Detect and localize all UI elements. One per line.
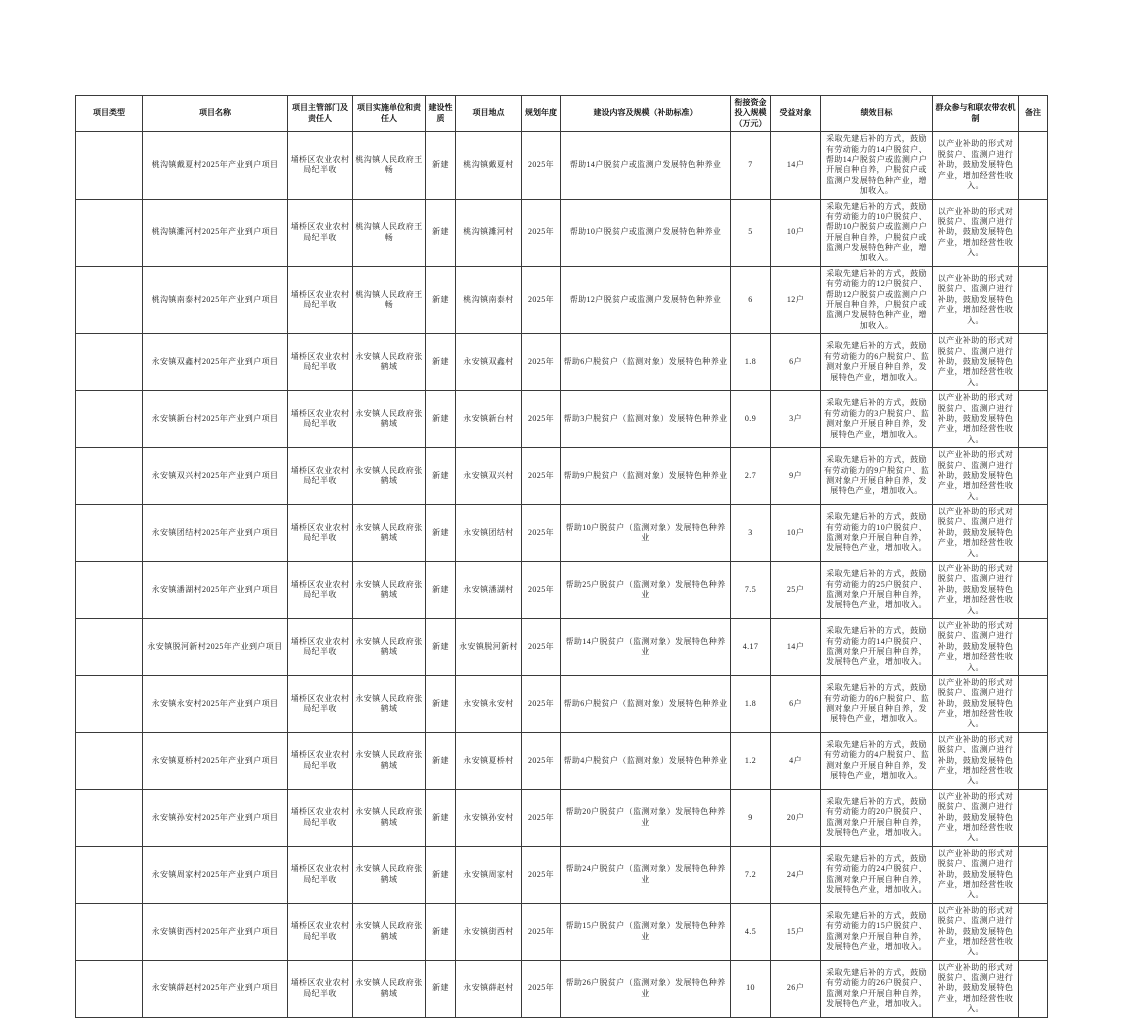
- table-cell: 永安镇新台村2025年产业到户项目: [143, 391, 288, 448]
- table-cell: 桃沟镇戴夏村2025年产业到户项目: [143, 132, 288, 199]
- table-cell: 采取先建后补的方式，鼓励有劳动能力的6户脱贫户、监测对象户开展自种自养，发展特色产业，增加收入。: [821, 675, 933, 732]
- column-header: 项目名称: [143, 96, 288, 132]
- table-cell: 永安镇双兴村2025年产业到户项目: [143, 448, 288, 505]
- table-cell: 永安镇人民政府张鹤域: [353, 391, 426, 448]
- table-cell: 2025年: [522, 505, 561, 562]
- table-cell: 埇桥区农业农村局纪半收: [288, 391, 353, 448]
- table-row: [76, 132, 1048, 199]
- table-cell: 帮助12户脱贫户或监测户发展特色种养业: [561, 266, 731, 333]
- table-cell: [1019, 391, 1048, 448]
- table-cell: 2025年: [522, 448, 561, 505]
- table-cell: 以产业补助的形式对脱贫户、监测户进行补助，鼓励发展特色产业，增加经营性收入。: [933, 448, 1019, 505]
- table-cell: 永安镇脱河新村2025年产业到户项目: [143, 618, 288, 675]
- table-row: [76, 732, 1048, 789]
- table-cell: 桃沟镇戴夏村: [456, 132, 522, 199]
- table-cell: [1019, 562, 1048, 619]
- table-cell: 埇桥区农业农村局纪半收: [288, 675, 353, 732]
- table-cell: 新建: [426, 266, 456, 333]
- table-cell: [76, 675, 143, 732]
- table-cell: 桃沟镇人民政府王畅: [353, 199, 426, 266]
- table-cell: 3: [731, 505, 771, 562]
- table-cell: 以产业补助的形式对脱贫户、监测户进行补助，鼓励发展特色产业，增加经营性收入。: [933, 789, 1019, 846]
- column-header: 规划年度: [522, 96, 561, 132]
- table-cell: 4.5: [731, 903, 771, 960]
- column-header: 项目类型: [76, 96, 143, 132]
- table-cell: [1019, 675, 1048, 732]
- table-cell: [1019, 732, 1048, 789]
- table-cell: 以产业补助的形式对脱贫户、监测户进行补助，鼓励发展特色产业，增加经营性收入。: [933, 618, 1019, 675]
- table-cell: 4.17: [731, 618, 771, 675]
- table-cell: 2025年: [522, 846, 561, 903]
- table-cell: [76, 903, 143, 960]
- table-cell: 桃沟镇人民政府王畅: [353, 266, 426, 333]
- table-cell: 永安镇双鑫村: [456, 334, 522, 391]
- table-cell: 采取先建后补的方式，鼓励有劳动能力的10户脱贫户、帮助10户脱贫户或监测户户开展自种自养，户脱贫户或监测户发展特色种产业，增加收入。: [821, 199, 933, 266]
- table-cell: [1019, 266, 1048, 333]
- column-header: 项目地点: [456, 96, 522, 132]
- table-cell: 新建: [426, 562, 456, 619]
- table-cell: 帮助24户脱贫户（监测对象）发展特色种养业: [561, 846, 731, 903]
- table-cell: 永安镇孙安村2025年产业到户项目: [143, 789, 288, 846]
- table-cell: 永安镇双兴村: [456, 448, 522, 505]
- table-cell: 桃沟镇濉河村: [456, 199, 522, 266]
- table-cell: 新建: [426, 199, 456, 266]
- table-cell: 以产业补助的形式对脱贫户、监测户进行补助，鼓励发展特色产业，增加经营性收入。: [933, 846, 1019, 903]
- table-cell: [76, 334, 143, 391]
- table-cell: 6户: [771, 334, 821, 391]
- table-cell: 帮助10户脱贫户（监测对象）发展特色种养业: [561, 505, 731, 562]
- table-cell: 以产业补助的形式对脱贫户、监测户进行补助，鼓励发展特色产业，增加经营性收入。: [933, 266, 1019, 333]
- table-cell: 帮助6户脱贫户（监测对象）发展特色种养业: [561, 675, 731, 732]
- table-row: [76, 391, 1048, 448]
- table-cell: 帮助15户脱贫户（监测对象）发展特色种养业: [561, 903, 731, 960]
- table-row: [76, 334, 1048, 391]
- table-cell: 15户: [771, 903, 821, 960]
- table-cell: 采取先建后补的方式，鼓励有劳动能力的10户脱贫户、监测对象户开展自种自养，发展特色产业，增加收入。: [821, 505, 933, 562]
- table-cell: 埇桥区农业农村局纪半收: [288, 199, 353, 266]
- table-cell: 新建: [426, 903, 456, 960]
- table-row: [76, 505, 1048, 562]
- table-cell: 采取先建后补的方式，鼓励有劳动能力的24户脱贫户、监测对象户开展自种自养，发展特色产业，增加收入。: [821, 846, 933, 903]
- table-cell: 永安镇人民政府张鹤域: [353, 675, 426, 732]
- table-cell: 永安镇人民政府张鹤域: [353, 618, 426, 675]
- table-cell: [76, 266, 143, 333]
- table-row: [76, 846, 1048, 903]
- table-cell: 采取先建后补的方式，鼓励有劳动能力的15户脱贫户、监测对象户开展自种自养，发展特色产业，增加收入。: [821, 903, 933, 960]
- table-cell: 14户: [771, 132, 821, 199]
- table-cell: 永安镇夏桥村2025年产业到户项目: [143, 732, 288, 789]
- table-cell: 永安镇人民政府张鹤域: [353, 334, 426, 391]
- table-cell: 桃沟镇南泰村2025年产业到户项目: [143, 266, 288, 333]
- table-cell: 桃沟镇人民政府王畅: [353, 132, 426, 199]
- project-table: [75, 95, 1048, 1018]
- table-cell: [1019, 618, 1048, 675]
- column-header: 备注: [1019, 96, 1048, 132]
- header-row: [76, 96, 1048, 132]
- table-cell: 新建: [426, 846, 456, 903]
- table-cell: 3户: [771, 391, 821, 448]
- table-cell: 新建: [426, 732, 456, 789]
- table-cell: 25户: [771, 562, 821, 619]
- table-cell: [1019, 199, 1048, 266]
- table-cell: 埇桥区农业农村局纪半收: [288, 266, 353, 333]
- table-body: [76, 132, 1048, 1017]
- table-cell: 以产业补助的形式对脱贫户、监测户进行补助，鼓励发展特色产业，增加经营性收入。: [933, 675, 1019, 732]
- table-cell: [76, 562, 143, 619]
- table-cell: 20户: [771, 789, 821, 846]
- table-cell: [76, 846, 143, 903]
- table-cell: 埇桥区农业农村局纪半收: [288, 334, 353, 391]
- table-cell: [1019, 960, 1048, 1017]
- table-cell: 永安镇夏桥村: [456, 732, 522, 789]
- table-row: [76, 789, 1048, 846]
- table-cell: 永安镇薛赵村: [456, 960, 522, 1017]
- table-cell: 14户: [771, 618, 821, 675]
- table-cell: [76, 199, 143, 266]
- table-cell: 帮助10户脱贫户或监测户发展特色种养业: [561, 199, 731, 266]
- table-cell: 帮助4户脱贫户（监测对象）发展特色种养业: [561, 732, 731, 789]
- table-cell: 新建: [426, 505, 456, 562]
- table-cell: 2025年: [522, 732, 561, 789]
- table-cell: 帮助14户脱贫户（监测对象）发展特色种养业: [561, 618, 731, 675]
- table-cell: 帮助26户脱贫户（监测对象）发展特色种养业: [561, 960, 731, 1017]
- table-cell: 2025年: [522, 199, 561, 266]
- table-cell: 永安镇人民政府张鹤域: [353, 789, 426, 846]
- table-cell: 以产业补助的形式对脱贫户、监测户进行补助，鼓励发展特色产业，增加经营性收入。: [933, 505, 1019, 562]
- table-cell: 永安镇人民政府张鹤域: [353, 903, 426, 960]
- table-cell: 7: [731, 132, 771, 199]
- table-cell: 7.2: [731, 846, 771, 903]
- table-cell: 5: [731, 199, 771, 266]
- table-cell: 6: [731, 266, 771, 333]
- column-header: 建设性质: [426, 96, 456, 132]
- table-cell: 埇桥区农业农村局纪半收: [288, 789, 353, 846]
- table-cell: 永安镇永安村: [456, 675, 522, 732]
- table-cell: 采取先建后补的方式，鼓励有劳动能力的26户脱贫户、监测对象户开展自种自养，发展特色产业，增加收入。: [821, 960, 933, 1017]
- table-cell: 帮助20户脱贫户（监测对象）发展特色种养业: [561, 789, 731, 846]
- column-header: 受益对象: [771, 96, 821, 132]
- table-header: [76, 96, 1048, 132]
- column-header: 衔接资金投入规模（万元）: [731, 96, 771, 132]
- table-cell: 6户: [771, 675, 821, 732]
- table-cell: 以产业补助的形式对脱贫户、监测户进行补助，鼓励发展特色产业，增加经营性收入。: [933, 960, 1019, 1017]
- table-cell: 以产业补助的形式对脱贫户、监测户进行补助，鼓励发展特色产业，增加经营性收入。: [933, 903, 1019, 960]
- table-cell: [76, 732, 143, 789]
- table-cell: 永安镇周家村: [456, 846, 522, 903]
- table-cell: 新建: [426, 675, 456, 732]
- table-cell: 10户: [771, 505, 821, 562]
- table-row: [76, 618, 1048, 675]
- table-cell: 以产业补助的形式对脱贫户、监测户进行补助，鼓励发展特色产业，增加经营性收入。: [933, 199, 1019, 266]
- table-cell: 永安镇人民政府张鹤域: [353, 505, 426, 562]
- table-cell: 采取先建后补的方式，鼓励有劳动能力的25户脱贫户、监测对象户开展自种自养，发展特色产业，增加收入。: [821, 562, 933, 619]
- table-cell: 9户: [771, 448, 821, 505]
- table-cell: 新建: [426, 334, 456, 391]
- table-row: [76, 903, 1048, 960]
- table-cell: 永安镇人民政府张鹤域: [353, 562, 426, 619]
- table-cell: 帮助14户脱贫户或监测户发展特色种养业: [561, 132, 731, 199]
- table-cell: [1019, 334, 1048, 391]
- table-cell: [76, 618, 143, 675]
- table-cell: 以产业补助的形式对脱贫户、监测户进行补助，鼓励发展特色产业，增加经营性收入。: [933, 334, 1019, 391]
- table-cell: 埇桥区农业农村局纪半收: [288, 903, 353, 960]
- table-cell: 采取先建后补的方式，鼓励有劳动能力的4户脱贫户、监测对象户开展自种自养，发展特色产业，增加收入。: [821, 732, 933, 789]
- table-row: [76, 448, 1048, 505]
- table-cell: 2025年: [522, 334, 561, 391]
- table-row: [76, 562, 1048, 619]
- table-cell: 2025年: [522, 132, 561, 199]
- table-cell: 埇桥区农业农村局纪半收: [288, 132, 353, 199]
- table-cell: 新建: [426, 618, 456, 675]
- table-cell: [1019, 505, 1048, 562]
- table-cell: [76, 960, 143, 1017]
- table-cell: 埇桥区农业农村局纪半收: [288, 732, 353, 789]
- table-cell: 永安镇人民政府张鹤域: [353, 846, 426, 903]
- table-cell: 埇桥区农业农村局纪半收: [288, 505, 353, 562]
- table-cell: [76, 391, 143, 448]
- table-cell: 2025年: [522, 266, 561, 333]
- table-cell: 以产业补助的形式对脱贫户、监测户进行补助，鼓励发展特色产业，增加经营性收入。: [933, 562, 1019, 619]
- table-cell: 永安镇人民政府张鹤域: [353, 448, 426, 505]
- table-cell: 采取先建后补的方式，鼓励有劳动能力的9户脱贫户、监测对象户开展自种自养，发展特色产业，增加收入。: [821, 448, 933, 505]
- table-cell: 1.2: [731, 732, 771, 789]
- table-row: [76, 266, 1048, 333]
- column-header: 项目主管部门及责任人: [288, 96, 353, 132]
- table-cell: 2025年: [522, 618, 561, 675]
- table-cell: 帮助3户脱贫户（监测对象）发展特色种养业: [561, 391, 731, 448]
- table-row: [76, 960, 1048, 1017]
- column-header: 群众参与和联农带农机制: [933, 96, 1019, 132]
- table-cell: 采取先建后补的方式，鼓励有劳动能力的12户脱贫户、帮助12户脱贫户或监测户户开展自种自养，户脱贫户或监测户发展特色种产业，增加收入。: [821, 266, 933, 333]
- table-cell: 帮助25户脱贫户（监测对象）发展特色种养业: [561, 562, 731, 619]
- table-cell: 永安镇周家村2025年产业到户项目: [143, 846, 288, 903]
- table-cell: 10户: [771, 199, 821, 266]
- table-cell: 采取先建后补的方式，鼓励有劳动能力的20户脱贫户、监测对象户开展自种自养，发展特色产业，增加收入。: [821, 789, 933, 846]
- table-cell: 永安镇孙安村: [456, 789, 522, 846]
- table-cell: 0.9: [731, 391, 771, 448]
- table-cell: 永安镇薛赵村2025年产业到户项目: [143, 960, 288, 1017]
- table-cell: 10: [731, 960, 771, 1017]
- table-cell: 桃沟镇濉河村2025年产业到户项目: [143, 199, 288, 266]
- table-cell: 24户: [771, 846, 821, 903]
- column-header: 绩效目标: [821, 96, 933, 132]
- table-cell: [76, 448, 143, 505]
- table-cell: 7.5: [731, 562, 771, 619]
- table-cell: 帮助6户脱贫户（监测对象）发展特色种养业: [561, 334, 731, 391]
- table-cell: 采取先建后补的方式，鼓励有劳动能力的14户脱贫户、监测对象户开展自种自养，发展特色产业，增加收入。: [821, 618, 933, 675]
- table-cell: 永安镇双鑫村2025年产业到户项目: [143, 334, 288, 391]
- table-cell: 永安镇街西村2025年产业到户项目: [143, 903, 288, 960]
- table-cell: 永安镇新台村: [456, 391, 522, 448]
- table-cell: 新建: [426, 132, 456, 199]
- table-cell: 永安镇街西村: [456, 903, 522, 960]
- table-cell: 新建: [426, 391, 456, 448]
- table-cell: 2025年: [522, 903, 561, 960]
- column-header: 建设内容及规模（补助标准）: [561, 96, 731, 132]
- table-cell: 9: [731, 789, 771, 846]
- table-cell: 埇桥区农业农村局纪半收: [288, 562, 353, 619]
- table-cell: [76, 789, 143, 846]
- table-row: [76, 675, 1048, 732]
- table-cell: 永安镇脱河新村: [456, 618, 522, 675]
- table-cell: 埇桥区农业农村局纪半收: [288, 618, 353, 675]
- table-cell: 12户: [771, 266, 821, 333]
- table-cell: 采取先建后补的方式，鼓励有劳动能力的3户脱贫户、监测对象户开展自种自养，发展特色产业，增加收入。: [821, 391, 933, 448]
- table-cell: [1019, 846, 1048, 903]
- column-header: 项目实施单位和责任人: [353, 96, 426, 132]
- table-cell: 永安镇潘湖村2025年产业到户项目: [143, 562, 288, 619]
- table-cell: 以产业补助的形式对脱贫户、监测户进行补助，鼓励发展特色产业，增加经营性收入。: [933, 732, 1019, 789]
- table-cell: 以产业补助的形式对脱贫户、监测户进行补助，鼓励发展特色产业，增加经营性收入。: [933, 132, 1019, 199]
- table-cell: 埇桥区农业农村局纪半收: [288, 846, 353, 903]
- table-cell: [1019, 448, 1048, 505]
- table-cell: 2025年: [522, 789, 561, 846]
- table-cell: 以产业补助的形式对脱贫户、监测户进行补助，鼓励发展特色产业，增加经营性收入。: [933, 391, 1019, 448]
- table-cell: 新建: [426, 789, 456, 846]
- table-row: [76, 199, 1048, 266]
- table-cell: 永安镇团结村: [456, 505, 522, 562]
- table-cell: 4户: [771, 732, 821, 789]
- table-cell: 帮助9户脱贫户（监测对象）发展特色种养业: [561, 448, 731, 505]
- table-cell: [1019, 132, 1048, 199]
- table-cell: [1019, 789, 1048, 846]
- table-cell: 采取先建后补的方式，鼓励有劳动能力的6户脱贫户、监测对象户开展自种自养，发展特色产业，增加收入。: [821, 334, 933, 391]
- table-cell: 1.8: [731, 334, 771, 391]
- table-cell: 2.7: [731, 448, 771, 505]
- table-cell: 永安镇永安村2025年产业到户项目: [143, 675, 288, 732]
- table-cell: [1019, 903, 1048, 960]
- table-cell: [76, 505, 143, 562]
- table-cell: 新建: [426, 960, 456, 1017]
- table-cell: 永安镇团结村2025年产业到户项目: [143, 505, 288, 562]
- table-cell: 采取先建后补的方式，鼓励有劳动能力的14户脱贫户、帮助14户脱贫户或监测户户开展自种自养，户脱贫户或监测户发展特色种产业，增加收入。: [821, 132, 933, 199]
- table-cell: 桃沟镇南泰村: [456, 266, 522, 333]
- table-cell: 1.8: [731, 675, 771, 732]
- table-cell: 新建: [426, 448, 456, 505]
- table-cell: [76, 132, 143, 199]
- table-cell: 永安镇潘湖村: [456, 562, 522, 619]
- table-cell: 永安镇人民政府张鹤域: [353, 732, 426, 789]
- table-cell: 埇桥区农业农村局纪半收: [288, 448, 353, 505]
- table-cell: 2025年: [522, 562, 561, 619]
- table-cell: 永安镇人民政府张鹤域: [353, 960, 426, 1017]
- table-cell: 2025年: [522, 391, 561, 448]
- table-cell: 26户: [771, 960, 821, 1017]
- table-cell: 埇桥区农业农村局纪半收: [288, 960, 353, 1017]
- table-cell: 2025年: [522, 675, 561, 732]
- table-cell: 2025年: [522, 960, 561, 1017]
